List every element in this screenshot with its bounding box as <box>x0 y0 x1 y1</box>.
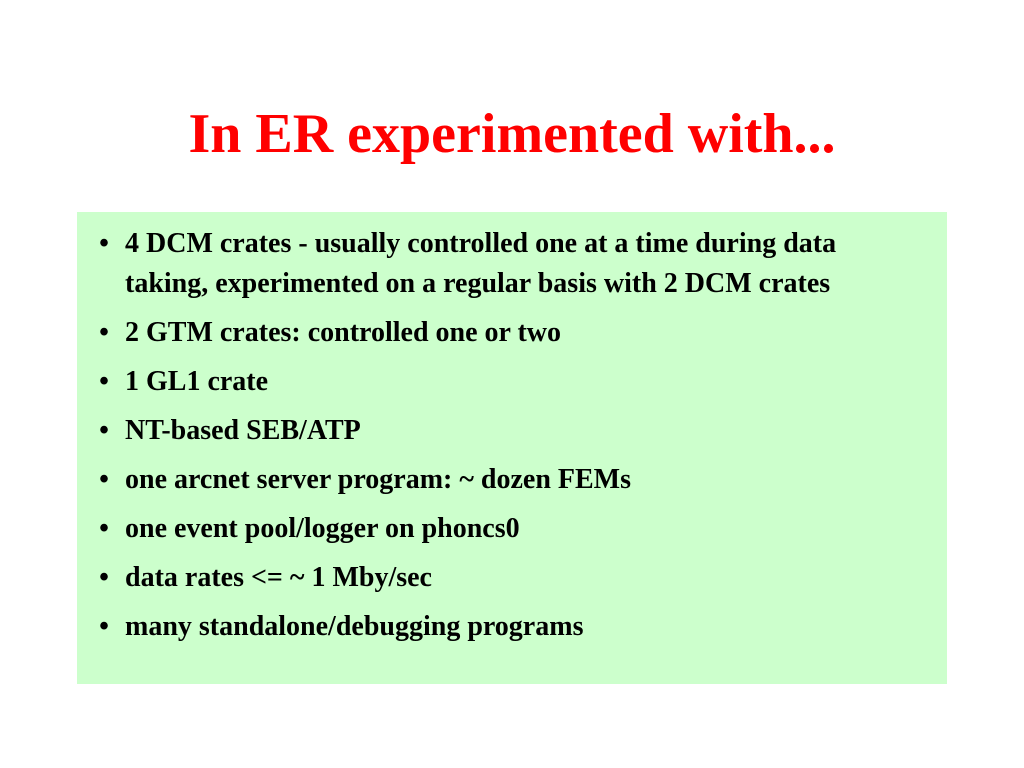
bullet-list <box>83 224 925 647</box>
bullet-item <box>83 411 925 451</box>
bullet-text: many standalone/debugging programs <box>125 611 584 642</box>
bullet-dot-icon: • <box>99 415 109 446</box>
bullet-item <box>83 558 925 598</box>
bullet-text: one event pool/logger on phoncs0 <box>125 513 520 544</box>
bullet-item <box>83 313 925 353</box>
bullet-dot-icon: • <box>99 611 109 642</box>
bullet-item <box>83 607 925 647</box>
bullet-dot-icon: • <box>99 317 109 348</box>
slide-title: In ER experimented with... <box>188 103 836 165</box>
bullet-item <box>83 460 925 500</box>
bullet-dot-icon: • <box>99 464 109 495</box>
bullet-item <box>83 362 925 402</box>
bullet-dot-icon: • <box>99 228 109 259</box>
bullet-item <box>83 509 925 549</box>
bullet-text: 4 DCM crates - usually controlled one at a time during data taking, experimented on a regular basis with 2 DCM crates <box>125 228 837 299</box>
bullet-dot-icon: • <box>99 366 109 397</box>
bullet-box <box>77 212 947 684</box>
bullet-dot-icon: • <box>99 513 109 544</box>
bullet-dot-icon: • <box>99 562 109 593</box>
bullet-text: one arcnet server program: ~ dozen FEMs <box>125 464 632 495</box>
bullet-text: 1 GL1 crate <box>125 366 269 397</box>
bullet-text: 2 GTM crates: controlled one or two <box>125 317 561 348</box>
bullet-text: data rates <= ~ 1 Mby/sec <box>125 562 432 593</box>
bullet-text: NT-based SEB/ATP <box>125 415 361 446</box>
bullet-item <box>83 224 925 304</box>
